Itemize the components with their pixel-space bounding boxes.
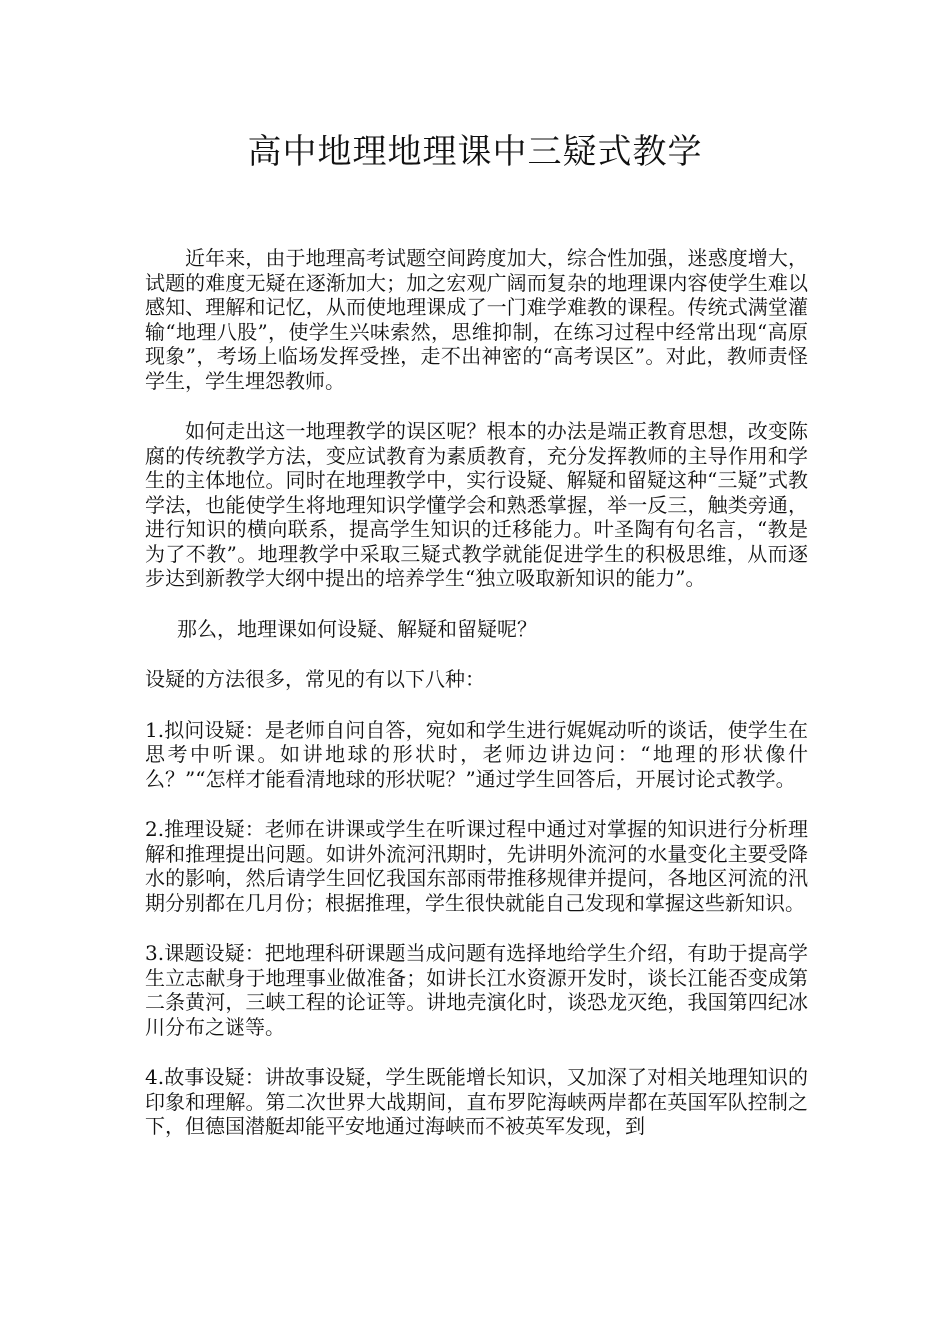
- list-item-method-2: 2.推理设疑：老师在讲课或学生在听课过程中通过对掌握的知识进行分析理解和推理提出问题。如讲外流河汛期时，先讲明外流河的水量变化主要受降水的影响，然后请学生回忆我国东部雨带推移规律并提问，各地区河流的汛期分别都在几月份；根据推理，学生很快就能自己发现和掌握这些新知识。: [145, 817, 808, 915]
- page-title: 高中地理地理课中三疑式教学: [247, 132, 703, 172]
- paragraph-methods-intro: 设疑的方法很多，常见的有以下八种：: [145, 667, 485, 691]
- list-item-method-4: 4.故事设疑：讲故事设疑，学生既能增长知识，又加深了对相关地理知识的印象和理解。第二次世界大战期间，直布罗陀海峡两岸都在英国军队控制之下，但德国潜艇却能平安地通过海峡而不被英军发现，到: [145, 1065, 808, 1138]
- paragraph-question: 那么，地理课如何设疑、解疑和留疑呢？: [177, 616, 537, 641]
- document-body: [145, 246, 808, 1165]
- list-item-method-3: 3.课题设疑：把地理科研课题当成问题有选择地给学生介绍，有助于提高学生立志献身于地理事业做准备；如讲长江水资源开发时，谈长江能否变成第二条黄河，三峡工程的论证等。讲地壳演化时，谈恐龙灭绝，我国第四纪冰川分布之谜等。: [145, 941, 808, 1039]
- list-item-method-1: 1.拟问设疑：是老师自问自答，宛如和学生进行娓娓动听的谈话，使学生在思考中听课。如讲地球的形状时，老师边讲边问：“地理的形状像什么？”“怎样才能看清地球的形状呢？”通过学生回答后，开展讨论式教学。: [145, 717, 808, 791]
- paragraph-solution: 如何走出这一地理教学的误区呢？根本的办法是端正教育思想，改变陈腐的传统教学方法，变应试教育为素质教育，充分发挥教师的主导作用和学生的主体地位。同时在地理教学中，实行设疑、解疑和留疑这种“三疑”式教学法，也能使学生将地理知识学懂学会和熟悉掌握，举一反三，触类旁通，进行知识的横向联系，提高学生知识的迁移能力。叶圣陶有句名言，“教是为了不教”。地理教学中采取三疑式教学就能促进学生的积极思维，从而逐步达到新教学大纲中提出的培养学生“独立吸取新知识的能力”。: [145, 419, 808, 590]
- paragraph-intro: 近年来，由于地理高考试题空间跨度加大，综合性加强，迷惑度增大，试题的难度无疑在逐渐加大；加之宏观广阔而复杂的地理课内容使学生难以感知、理解和记忆，从而使地理课成了一门难学难教的课程。传统式满堂灌输“地理八股”，使学生兴味索然，思维抑制，在练习过程中经常出现“高原现象”，考场上临场发挥受挫，走不出神密的“高考误区”。对此，教师责怪学生，学生埋怨教师。: [145, 246, 808, 393]
